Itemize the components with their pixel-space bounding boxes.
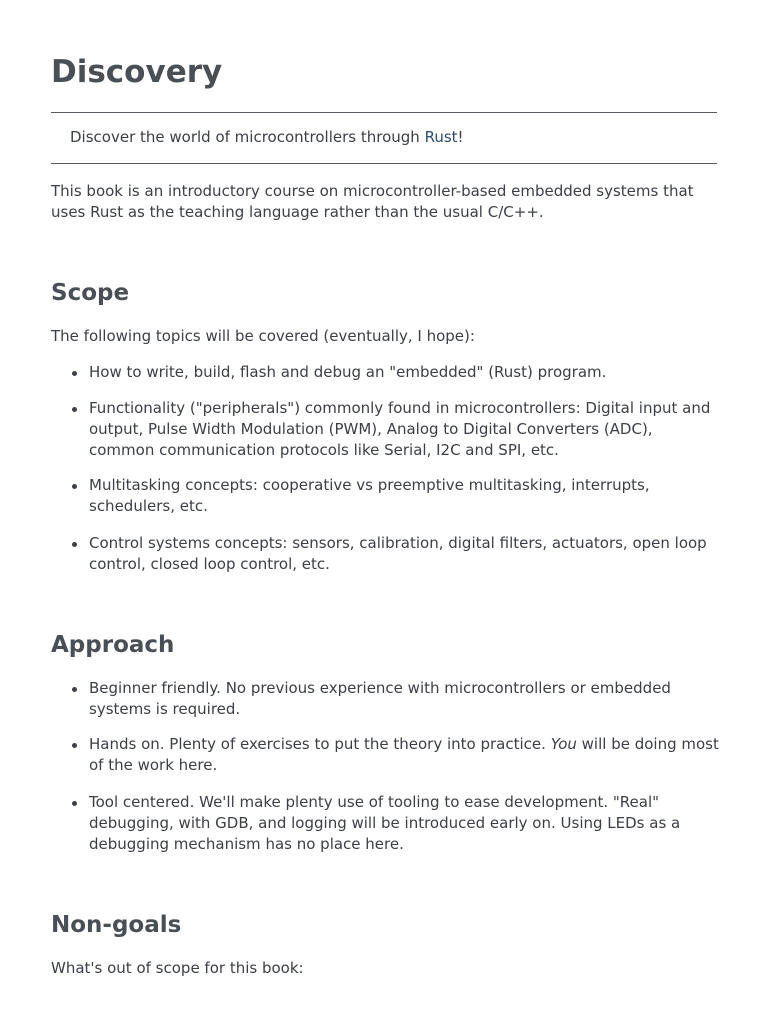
list-item-text-before: Hands on. Plenty of exercises to put the theory into practice. [89, 735, 551, 753]
bullet-icon [72, 371, 77, 376]
tagline-text [70, 128, 464, 146]
rust-link[interactable]: Rust [424, 128, 458, 146]
list-item-text [89, 734, 719, 776]
bullet-icon [72, 542, 77, 547]
list-item-text: Multitasking concepts: cooperative vs preemptive multitasking, interrupts, schedulers, etc. [89, 476, 650, 515]
list-item [51, 678, 717, 720]
nongoals-heading: Non-goals [51, 912, 182, 938]
nongoals-lead: What's out of scope for this book: [51, 959, 304, 977]
scope-heading: Scope [51, 280, 130, 306]
intro-paragraph: This book is an introductory course on microcontroller-based embedded systems that uses Rust as the teaching language rather than the usual C/C++. [51, 182, 694, 221]
list-item-text: How to write, build, flash and debug an "embedded" (Rust) program. [89, 363, 607, 381]
list-item [51, 792, 717, 855]
tagline-blockquote [51, 112, 717, 164]
list-item [51, 398, 717, 461]
list-item [51, 362, 717, 383]
bullet-icon [72, 687, 77, 692]
page-title: Discovery [51, 54, 223, 90]
tagline-suffix: ! [457, 128, 464, 146]
tagline-prefix: Discover the world of microcontrollers through [70, 128, 425, 146]
bullet-icon [72, 801, 77, 806]
approach-heading: Approach [51, 632, 175, 658]
list-item-text: Beginner friendly. No previous experience with microcontrollers or embedded systems is required. [89, 679, 671, 718]
list-item [51, 475, 717, 517]
bullet-icon [72, 743, 77, 748]
bullet-icon [72, 484, 77, 489]
list-item-text-after: will be doing most of the work here. [89, 735, 719, 774]
list-item-text: Control systems concepts: sensors, calibration, digital filters, actuators, open loop control, closed loop control, etc. [89, 534, 707, 573]
bullet-icon [72, 407, 77, 412]
list-item-text: Functionality ("peripherals") commonly found in microcontrollers: Digital input and output, Pulse Width Modulation (PWM), Analog to Digital Converters (ADC), common communication protocols like Serial, I2C and SPI, etc. [89, 399, 711, 459]
list-item [51, 734, 717, 776]
list-item-text: Tool centered. We'll make plenty use of tooling to ease development. "Real" debugging, with GDB, and logging will be introduced early on. Using LEDs as a debugging mechanism has no place here. [89, 793, 681, 853]
scope-lead: The following topics will be covered (eventually, I hope): [51, 327, 475, 345]
emphasis-you: You [550, 735, 577, 753]
list-item [51, 533, 717, 575]
